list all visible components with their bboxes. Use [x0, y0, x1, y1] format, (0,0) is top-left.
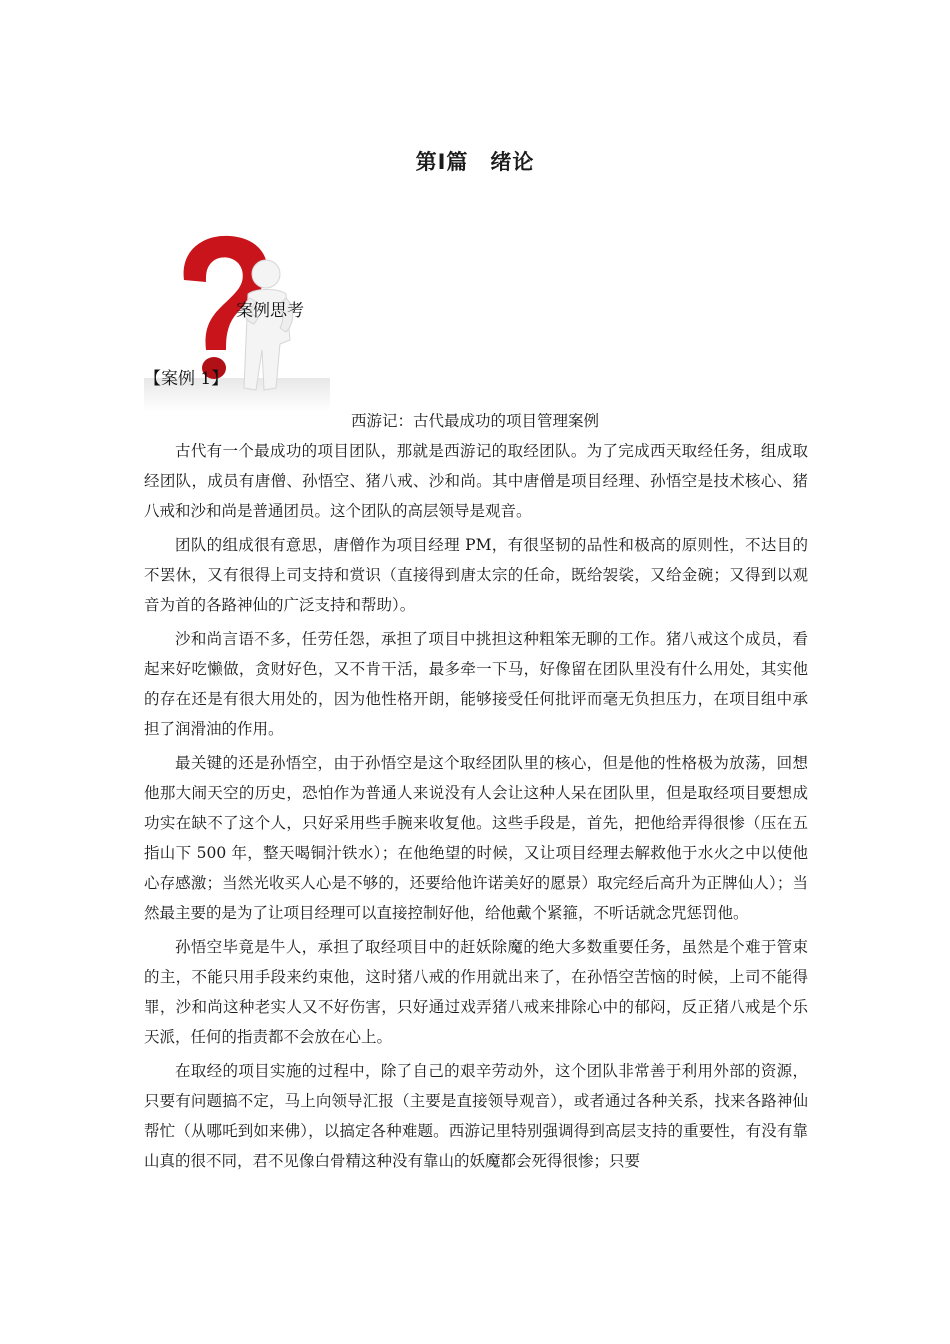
- paragraph: 在取经的项目实施的过程中，除了自己的艰辛劳动外，这个团队非常善于利用外部的资源，只要有问题搞不定，马上向领导汇报（主要是直接领导观音），或者通过各种关系，找来各路神仙帮忙（从哪吒到如来佛），以搞定各种难题。西游记里特别强调得到高层支持的重要性，有没有靠山真的很不同，君不见像白骨精这种没有靠山的妖魔都会死得很惨；只要: [144, 1062, 808, 1170]
- case-number-label: 【案例 1】: [144, 369, 229, 389]
- page-title: 第Ⅰ篇 绪论: [415, 150, 535, 174]
- paragraph: 古代有一个最成功的项目团队，那就是西游记的取经团队。为了完成西天取经任务，组成取经团队，成员有唐僧、孙悟空、猪八戒、沙和尚。其中唐僧是项目经理、孙悟空是技术核心、猪八戒和沙和尚是普通团员。这个团队的高层领导是观音。: [144, 442, 808, 520]
- paragraph: 团队的组成很有意思，唐僧作为项目经理 PM，有很坚韧的品性和极高的原则性，不达目的不罢休，又有很得上司支持和赏识（直接得到唐太宗的任命，既给袈裟，又给金碗；又得到以观音为首的各路神仙的广泛支持和帮助）。: [144, 536, 808, 614]
- case-thinking-label: 案例思考: [236, 301, 304, 321]
- body-text: [144, 436, 808, 1180]
- paragraph: 孙悟空毕竟是牛人，承担了取经项目中的赶妖除魔的绝大多数重要任务，虽然是个难于管束的主，不能只用手段来约束他，这时猪八戒的作用就出来了，在孙悟空苦恼的时候，上司不能得罪，沙和尚这种老实人又不好伤害，只好通过戏弄猪八戒来排除心中的郁闷，反正猪八戒是个乐天派，任何的指责都不会放在心上。: [144, 938, 808, 1046]
- paragraph: 沙和尚言语不多，任劳任怨，承担了项目中挑担这种粗笨无聊的工作。猪八戒这个成员，看起来好吃懒做，贪财好色，又不肯干活，最多牵一下马，好像留在团队里没有什么用处，其实他的存在还是有很大用处的，因为他性格开朗，能够接受任何批评而毫无负担压力，在项目组中承担了润滑油的作用。: [144, 630, 808, 738]
- case-title: 西游记：古代最成功的项目管理案例: [350, 412, 599, 430]
- paragraph: 最关键的还是孙悟空，由于孙悟空是这个取经团队里的核心，但是他的性格极为放荡，回想他那大闹天空的历史，恐怕作为普通人来说没有人会让这种人呆在团队里，但是取经项目要想成功实在缺不了这个人，只好采用些手腕来收复他。这些手段是，首先，把他给弄得很惨（压在五指山下 500 年，整天喝铜汁铁水）；在他绝望的时候，又让项目经理去解救他于水火之中以使他心存感激；当然光收买人心是不够的，还要给他许诺美好的愿景）取完经后高升为正牌仙人）；当然最主要的是为了让项目经理可以直接控制好他，给他戴个紧箍，不听话就念咒惩罚他。: [144, 754, 808, 922]
